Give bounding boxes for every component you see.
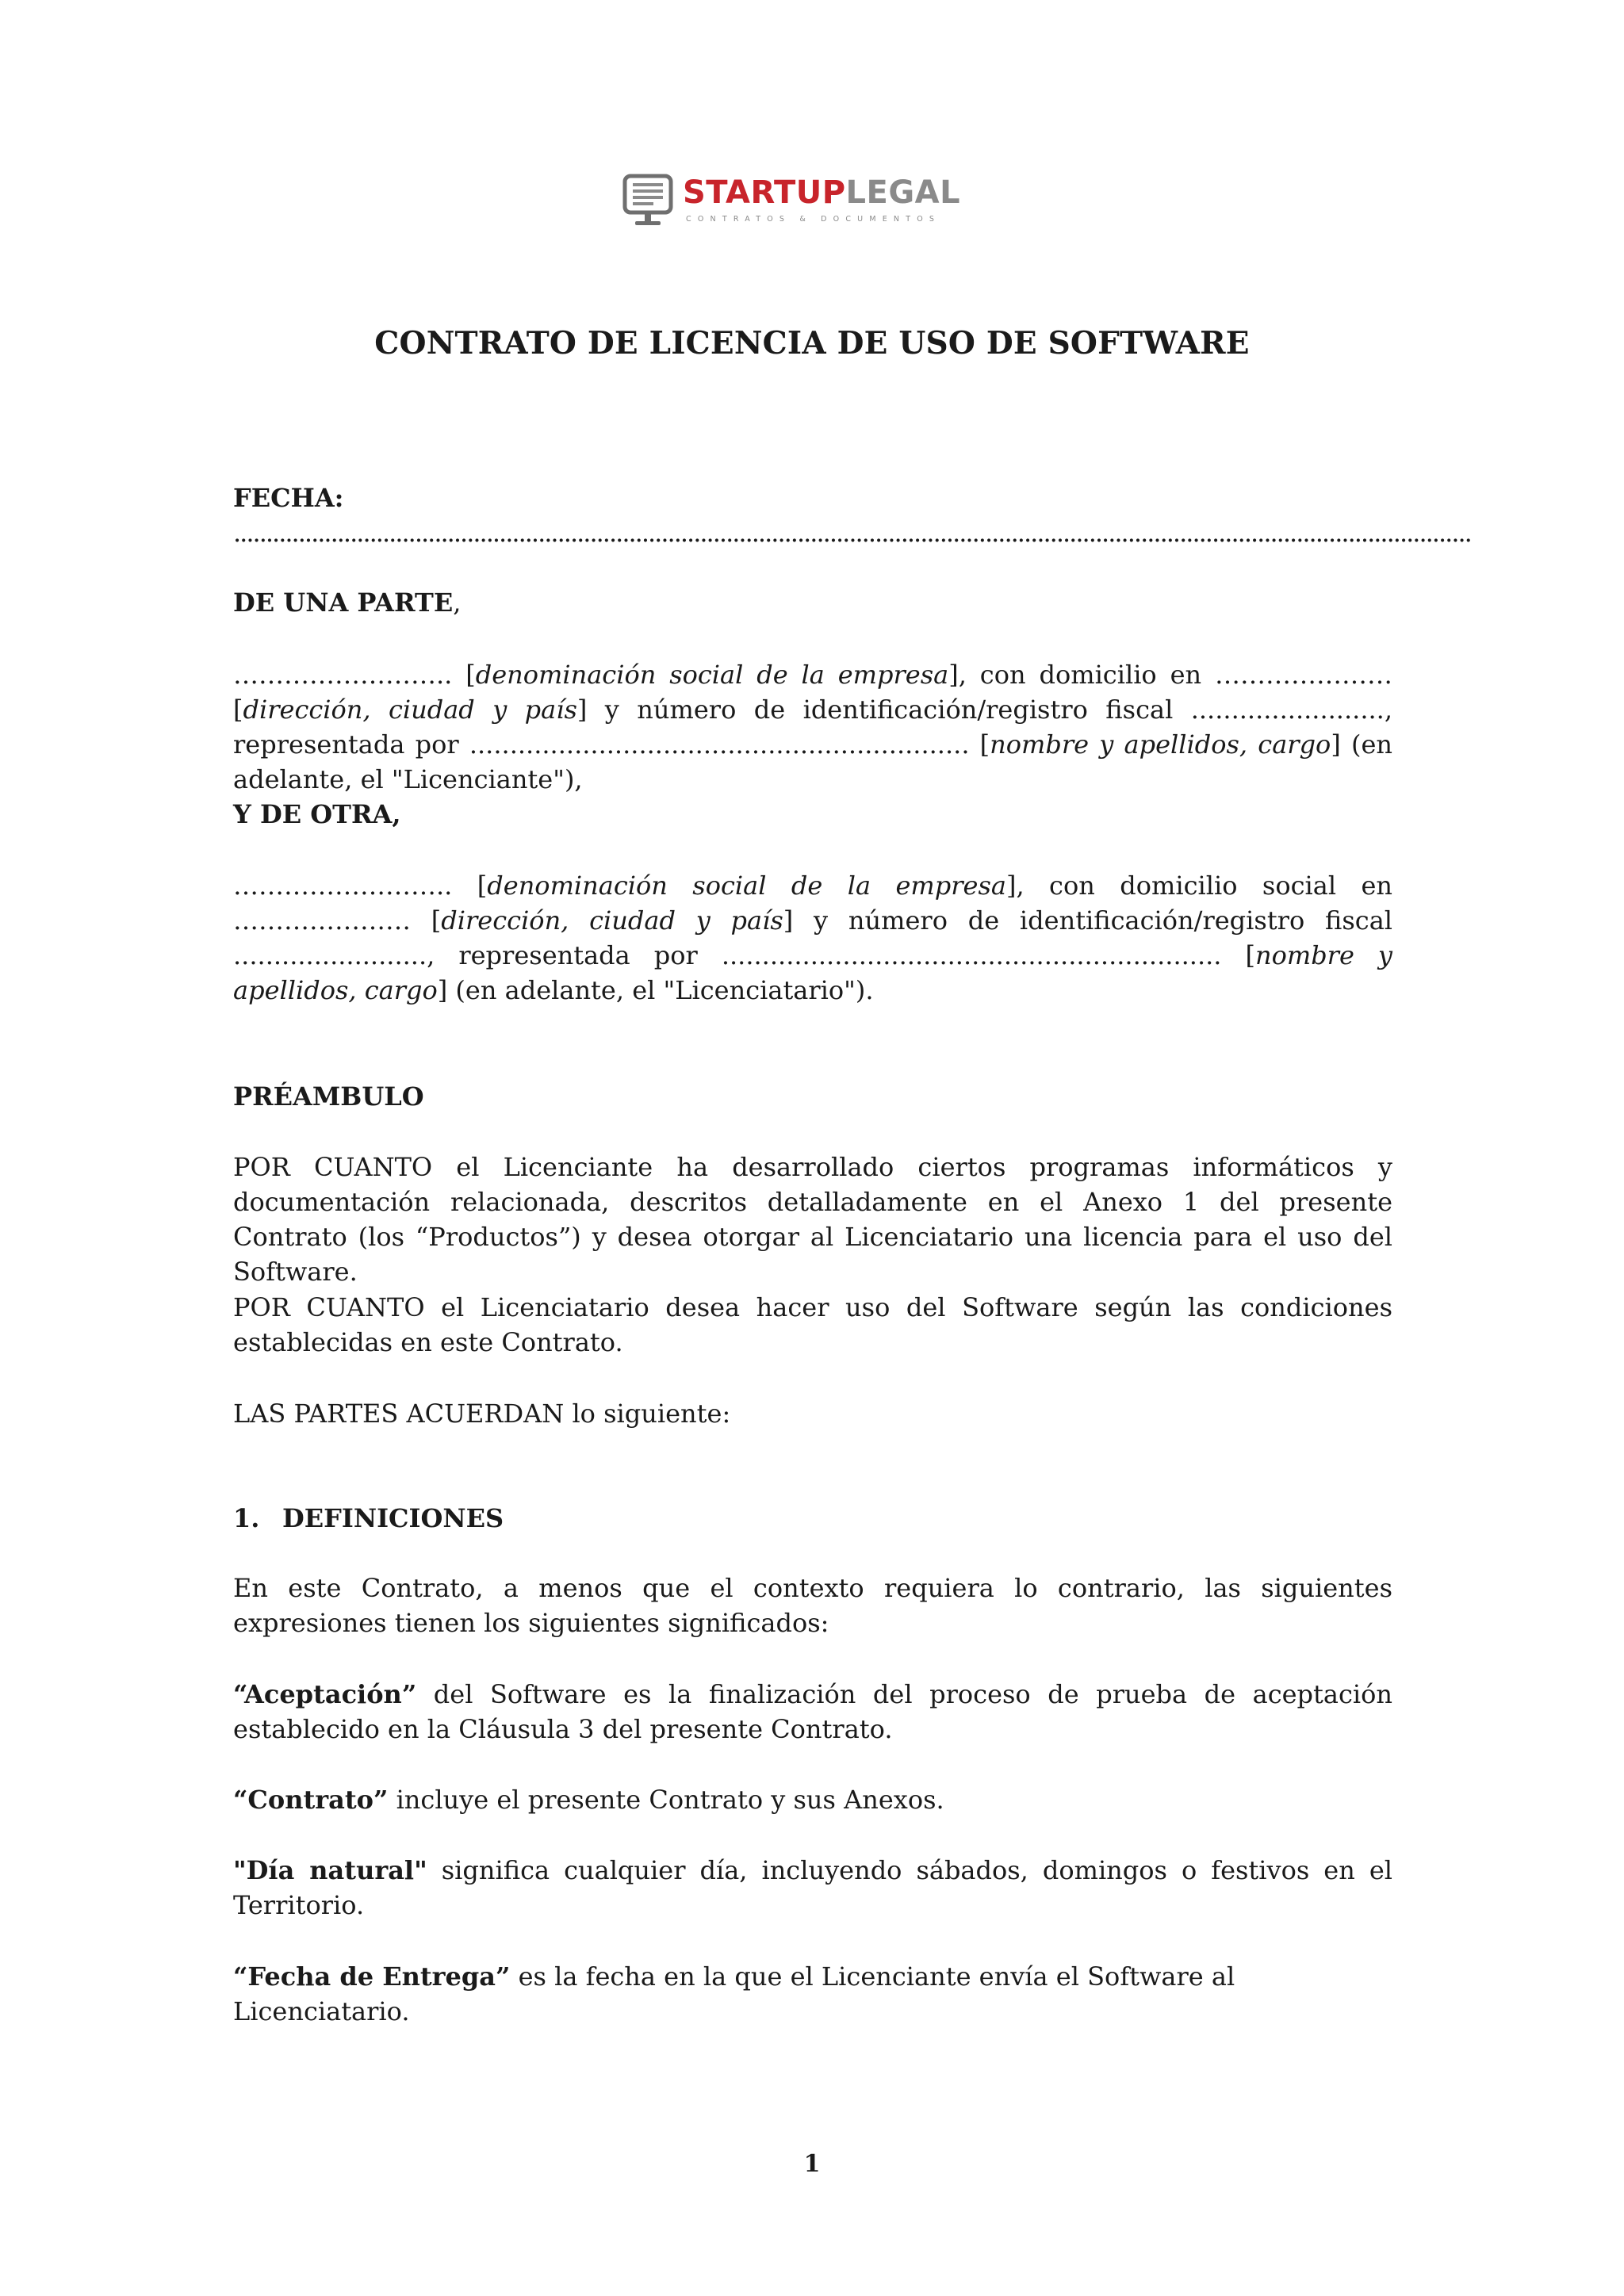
section-1-heading xyxy=(233,1501,1392,1536)
definition-text: del Software es la finalización del proceso de prueba de aceptación establecido en la Cláusula 3 del presente Contrato. xyxy=(233,1679,1392,1744)
section-number: 1. xyxy=(233,1503,260,1533)
fecha-blank: ............................................................................................................................................................................................... xyxy=(233,518,1471,548)
parte2-paragraph: …………………….. [denominación social de la empresa], con domicilio social en ………………… [dirección, ciudad y país] y número de identificación/registro fiscal ........................, representada por .............................................................. [nombre y apellidos, cargo] (en adelante, el "Licenciatario"). xyxy=(233,871,1393,1005)
preambulo-paragraph-3: LAS PARTES ACUERDAN lo siguiente: xyxy=(233,1399,731,1429)
document-title: CONTRATO DE LICENCIA DE USO DE SOFTWARE xyxy=(374,325,1250,362)
definition-term: "Día natural" xyxy=(233,1855,427,1885)
page-number: 1 xyxy=(803,2150,821,2178)
definition-term: “Contrato” xyxy=(233,1785,389,1815)
definition-text: es la fecha en la que el Licenciante envía el Software al Licenciatario. xyxy=(233,1961,1235,2026)
preambulo-heading: PRÉAMBULO xyxy=(233,1081,424,1112)
definition-item xyxy=(233,1853,1392,1923)
preambulo-paragraph-2: POR CUANTO el Licenciatario desea hacer uso del Software según las condiciones establecidas en este Contrato. xyxy=(233,1292,1392,1357)
definition-text: significa cualquier día, incluyendo sábados, domingos o festivos en el Territorio. xyxy=(233,1855,1392,1920)
definition-term: “Aceptación” xyxy=(233,1679,417,1709)
startuplegal-logo xyxy=(622,170,961,234)
logo-wordmark: STARTUPLEGAL xyxy=(683,174,961,211)
definition-item xyxy=(233,1959,1392,2029)
parte1-heading: DE UNA PARTE, xyxy=(233,587,462,618)
section-title: DEFINICIONES xyxy=(282,1503,504,1533)
definiciones-intro: En este Contrato, a menos que el contexto requiera lo contrario, las siguientes expresiones tienen los siguientes significados: xyxy=(233,1573,1392,1638)
fecha-label: FECHA: xyxy=(233,483,344,513)
fecha-line xyxy=(233,480,1471,550)
definition-text: incluye el presente Contrato y sus Anexos. xyxy=(388,1785,944,1815)
definition-item xyxy=(233,1677,1392,1747)
logo-tagline: CONTRATOS & DOCUMENTOS xyxy=(686,215,941,224)
definition-term: “Fecha de Entrega” xyxy=(233,1961,511,1992)
parte2-heading: Y DE OTRA, xyxy=(233,799,401,829)
parte1-paragraph: …………………….. [denominación social de la empresa], con domicilio en ………………… [dirección, ciudad y país] y número de identificación/registro fiscal ........................, representada por .............................................................. [nombre y apellidos, cargo] (en adelante, el "Licenciante"), xyxy=(233,660,1393,794)
definition-item xyxy=(233,1782,1392,1817)
preambulo-paragraph-1: POR CUANTO el Licenciante ha desarrollado ciertos programas informáticos y documentación relacionada, descritos detalladamente en el Anexo 1 del presente Contrato (los “Productos”) y desea otorgar al Licenciatario una licencia para el uso del Software. xyxy=(233,1152,1392,1287)
monitor-icon xyxy=(622,174,673,229)
